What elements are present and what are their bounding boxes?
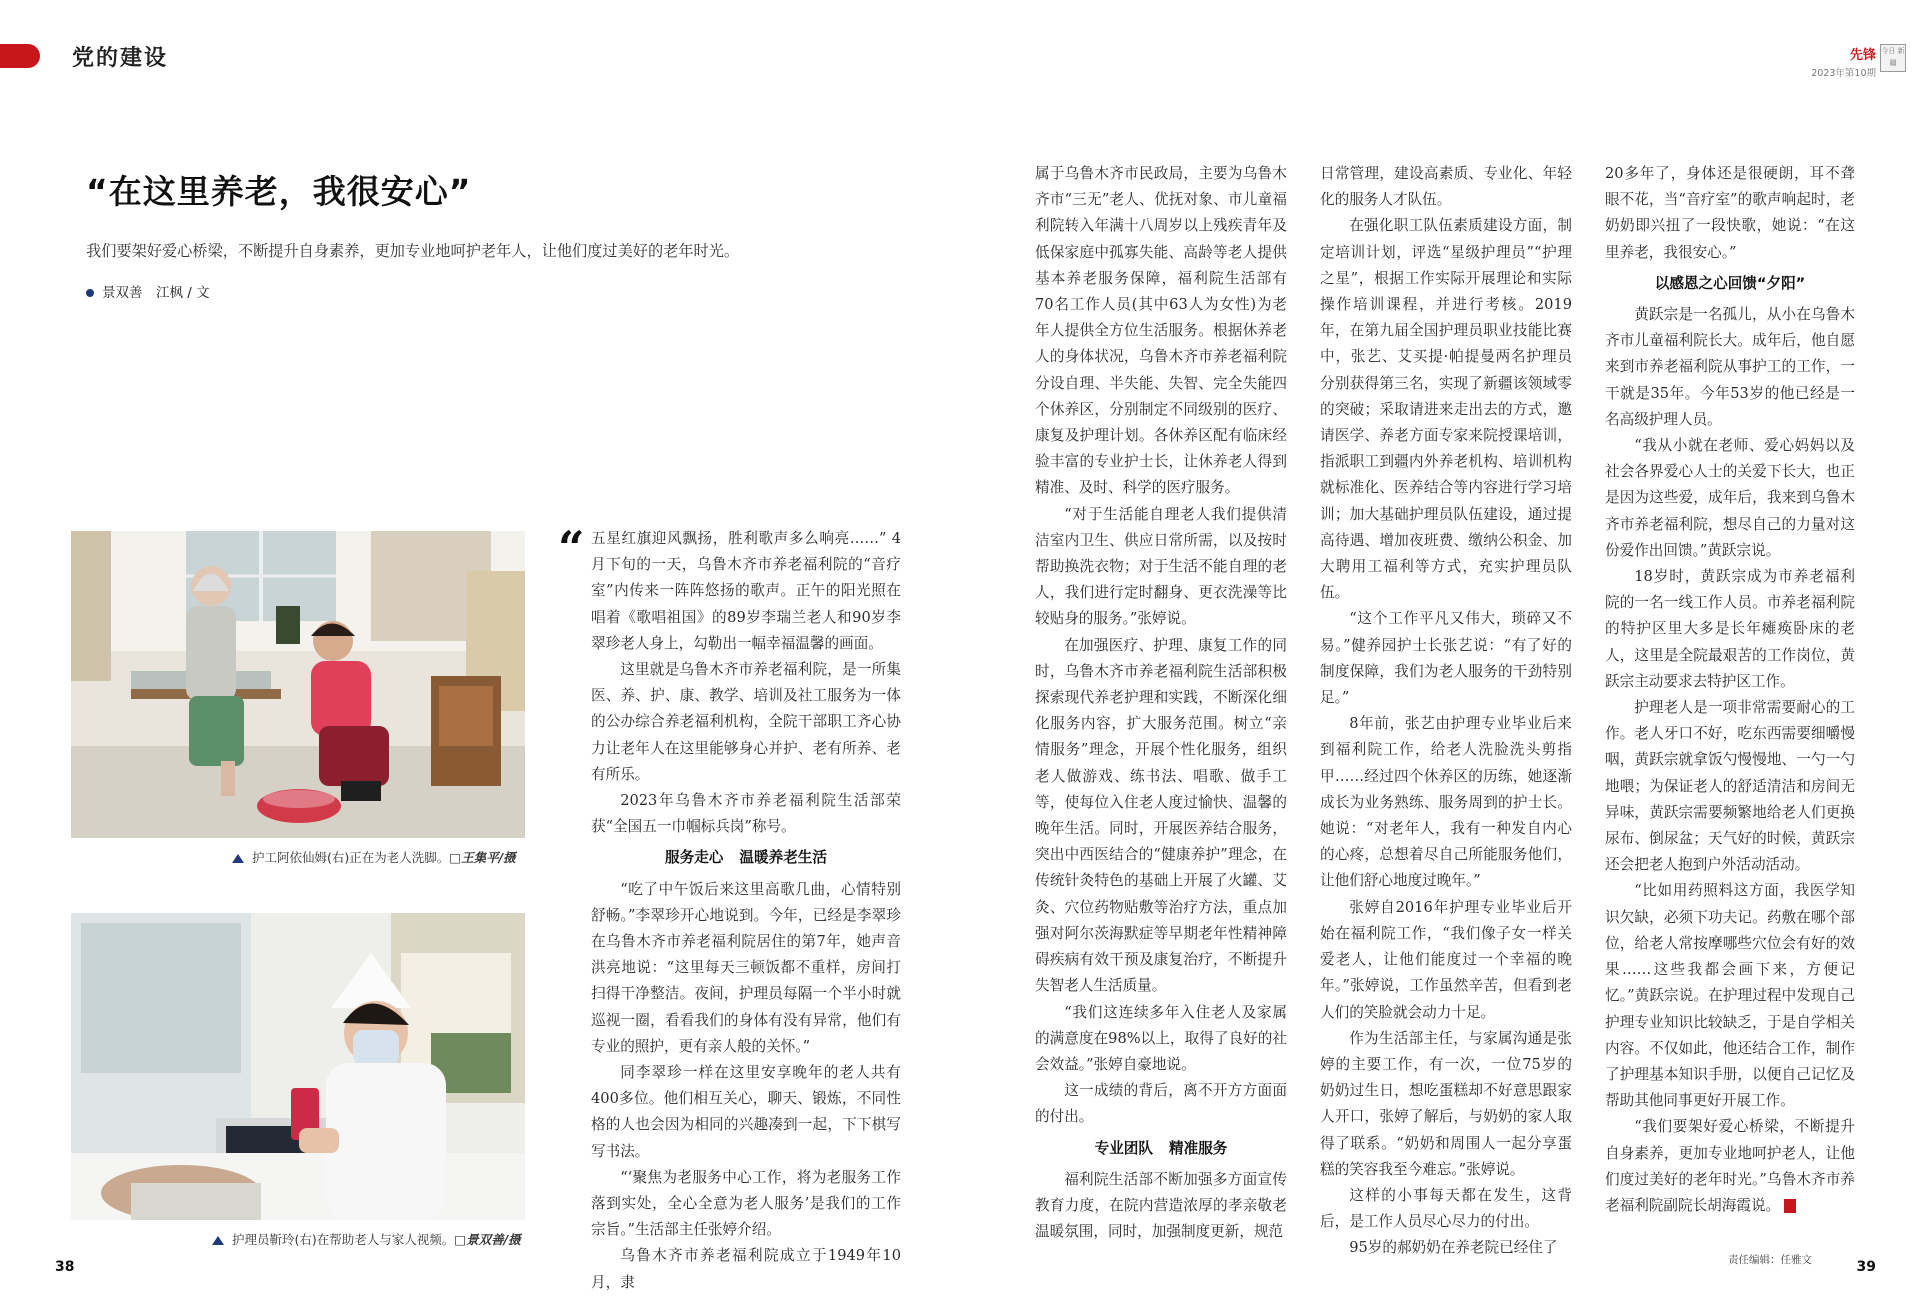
section-tab-marker: [0, 44, 40, 68]
paragraph: 护理老人是一项非常需要耐心的工作。老人牙口不好，吃东西需要细嚼慢咽，黄跃宗就拿饭勺慢慢地、一勺一勺地喂；为保证老人的舒适清洁和房间无异味，黄跃宗需要频繁地给老人们更换尿布、倒尿盆；天气好的时候，黄跃宗还会把老人抱到户外活动活动。: [1605, 699, 1855, 874]
section-name: 党的建设: [72, 45, 169, 71]
photo1-caption-text: 护工阿依仙姆(右)正在为老人洗脚。: [252, 850, 450, 865]
column-1: [591, 526, 901, 1296]
subheading-2a: 专业团队: [1094, 1139, 1153, 1157]
subheading-1: [591, 845, 901, 871]
page-number-left: 38: [55, 1259, 75, 1275]
photo2-credit: □景双善/摄: [454, 1232, 521, 1247]
paragraph: “吃了中午饭后来这里高歌几曲，心情特别舒畅。”李翠珍开心地说到。今年，已经是李翠珍在乌鲁木齐市养老福利院居住的第7年，她声音洪亮地说：“这里每天三顿饭都不重样，房间打扫得干净整洁。夜间，护理员每隔一个半小时就巡视一圈，看看我们的身体有没有异常，他们有专业的照护，更有亲人般的关怀。”: [591, 880, 901, 1055]
photo1-caption: [232, 848, 516, 866]
photo-foot-washing: [71, 531, 525, 838]
paragraph: “我从小就在老师、爱心妈妈以及社会各界爱心人士的关爱下长大，也正是因为这些爱，成年后，我来到乌鲁木齐市养老福利院，想尽自己的力量对这份爱作出回馈。”黄跃宗说。: [1605, 437, 1855, 559]
brand-box: 今日 新疆: [1880, 44, 1906, 72]
paragraph: 在加强医疗、护理、康复工作的同时，乌鲁木齐市养老福利院生活部积极探索现代养老护理和实践，不断深化细化服务内容，扩大服务范围。树立“亲情服务”理念，开展个性化服务，组织老人做游戏、练书法、唱歌、做手工等，使每位入住老人度过愉快、温馨的晚年生活。同时，开展医养结合服务，突出中西医结合的“健康养护”理念，在传统针灸特色的基础上开展了火罐、艾灸、穴位药物贴敷等治疗方法，重点加强对阿尔茨海默症等早期老年性精神障碍疾病有效干预及康复治疗，不断提升失智老人生活质量。: [1035, 636, 1287, 995]
caption-triangle-icon: [212, 1236, 224, 1245]
final-paragraph-text: “我们要架好爱心桥梁，不断提升自身素养，更加专业地呵护老人，让他们度过美好的老年时光。”乌鲁木齐市养老福利院副院长胡海霞说。: [1605, 1118, 1855, 1214]
paragraph: 同李翠珍一样在这里安享晚年的老人共有400多位。他们相互关心，聊天、锻炼，不同性格的人也会因为相同的兴趣凑到一起，下下棋写写书法。: [591, 1064, 901, 1160]
issue-number: 2023年第10期: [1811, 68, 1876, 79]
subheading-2b: 精准服务: [1169, 1139, 1228, 1157]
paragraph: 20多年了，身体还是很硬朗，耳不聋眼不花，当“音疗室”的歌声响起时，老奶奶即兴扭了一段快歌，她说：“在这里养老，我很安心。”: [1605, 165, 1855, 261]
page-number-right: 39: [1856, 1259, 1876, 1275]
byline-dot-icon: [86, 289, 94, 297]
paragraph: 这里就是乌鲁木齐市养老福利院，是一所集医、养、护、康、教学、培训及社工服务为一体的公办综合养老福利机构，全院干部职工齐心协力让老年人在这里能够身心并护、老有所养、老有所乐。: [591, 661, 901, 783]
quote-mark-icon: “: [558, 521, 585, 575]
paragraph: 黄跃宗是一名孤儿，从小在乌鲁木齐市儿童福利院长大。成年后，他自愿来到市养老福利院从事护工的工作，一干就是35年。今年53岁的他已经是一名高级护理人员。: [1605, 306, 1855, 428]
paragraph: 属于乌鲁木齐市民政局，主要为乌鲁木齐市“三无”老人、优抚对象、市儿童福利院转入年满十八周岁以上残疾青年及低保家庭中孤寡失能、高龄等老人提供基本养老服务保障，福利院生活部有70名工作人员(其中63人为女性)为老年人提供全方位生活服务。根据休养老人的身体状况，乌鲁木齐市养老福利院分设自理、半失能、失智、完全失能四个休养区，分别制定不同级别的医疗、康复及护理计划。各休养区配有临床经验丰富的专业护士长，让休养老人得到精准、及时、科学的医疗服务。: [1035, 165, 1287, 497]
paragraph: [1605, 1114, 1855, 1219]
paragraph: 95岁的郝奶奶在养老院已经住了: [1349, 1239, 1558, 1257]
paragraph: 福利院生活部不断加强多方面宣传教育力度，在院内营造浓厚的孝亲敬老温暖氛围，同时，加强制度更新，规范: [1035, 1170, 1287, 1241]
byline: [86, 281, 210, 301]
article-deck: 我们要架好爱心桥梁，不断提升自身素养，更加专业地呵护老年人，让他们度过美好的老年时光。: [86, 242, 740, 260]
paragraph: “对于生活能自理老人我们提供清洁室内卫生、供应日常所需，以及按时帮助换洗衣物；对于生活不能自理的老人，我们进行定时翻身、更衣洗澡等比较贴身的服务。”张婷说。: [1035, 505, 1287, 628]
paragraph: 2023年乌鲁木齐市养老福利院生活部荣获“全国五一巾帼标兵岗”称号。: [591, 792, 901, 836]
photo-foot-washing-image: [71, 531, 525, 838]
photo-video-call: [71, 913, 525, 1220]
paragraph: 在强化职工队伍素质建设方面，制定培训计划，评选“星级护理员”“护理之星”，根据工作实际开展理论和实际操作培训课程，并进行考核。2019年，在第九届全国护理员职业技能比赛中，张艺、艾买提·帕提曼两名护理员分别获得第三名，实现了新疆该领域零的突破；采取请进来走出去的方式，邀请医学、养老方面专家来院授课培训，指派职工到疆内外养老机构、培训机构就标准化、医养结合等内容进行学习培训；加大基础护理员队伍建设，通过提高待遇、增加夜班费、缴纳公积金、加大聘用工福利等方式，充实护理员队伍。: [1320, 217, 1572, 602]
paragraph: “我们这连续多年入住老人及家属的满意度在98%以上，取得了良好的社会效益。”张婷自豪地说。: [1035, 1003, 1287, 1073]
photo2-caption-text: 护理员靳玲(右)在帮助老人与家人视频。: [232, 1232, 455, 1247]
editor-credit: 责任编辑：任雅文: [1728, 1254, 1812, 1266]
paragraph: “‘聚焦为老服务中心工作，将为老服务工作落到实处，全心全意为老人服务’是我们的工作宗旨。”生活部主任张婷介绍。: [591, 1168, 901, 1239]
article-title: “在这里养老，我很安心”: [86, 172, 472, 211]
photo1-credit: □王集平/摄: [449, 850, 516, 865]
subheading-3: 以感恩之心回馈“夕阳”: [1654, 274, 1806, 292]
photo2-caption: [212, 1230, 521, 1248]
subheading-1a: 服务走心: [665, 849, 724, 867]
subheading-2: [1035, 1136, 1287, 1162]
column-2: [1035, 161, 1287, 1245]
byline-text: 景双善 江枫 / 文: [102, 285, 210, 301]
paragraph: 张婷自2016年护理专业毕业后开始在福利院工作，“我们像子女一样关爱老人，让他们能度过一个幸福的晚年。”张婷说，工作虽然辛苦，但看到老人们的笑脸就会动力十足。: [1320, 898, 1572, 1021]
paragraph: 日常管理，建设高素质、专业化、年轻化的服务人才队伍。: [1320, 165, 1572, 209]
paragraph: 乌鲁木齐市养老福利院成立于1949年10月，隶: [591, 1247, 901, 1291]
end-mark-icon: J: [1784, 1199, 1796, 1213]
paragraph: “这个工作平凡又伟大，琐碎又不易。”健养园护士长张艺说：“有了好的制度保障，我们为老人服务的干劲特别足。”: [1320, 610, 1572, 707]
magazine-brand: [1811, 44, 1905, 79]
column-4: [1605, 161, 1855, 1219]
column-3: [1320, 161, 1572, 1262]
paragraph: 18岁时，黄跃宗成为市养老福利院的一名一线工作人员。市养老福利院的特护区里大多是长年瘫痪卧床的老人，这里是全院最艰苦的工作岗位，黄跃宗主动要求去特护区工作。: [1605, 568, 1855, 690]
paragraph: “比如用药照料这方面，我医学知识欠缺，必须下功夫记。药敷在哪个部位，给老人常按摩哪些穴位会有好的效果……这些我都会画下来，方便记忆。”黄跃宗说。在护理过程中发现自己护理专业知识比较缺乏，于是自学相关内容。不仅如此，他还结合工作，制作了护理基本知识手册，以便自己记忆及帮助其他同事更好开展工作。: [1605, 882, 1855, 1110]
brand-name: 先锋: [1849, 48, 1876, 63]
paragraph: 这样的小事每天都在发生，这背后，是工作人员尽心尽力的付出。: [1320, 1186, 1572, 1231]
caption-triangle-icon: [232, 854, 244, 863]
paragraph: 这一成绩的背后，离不开方方面面的付出。: [1035, 1082, 1287, 1126]
paragraph: 8年前，张艺由护理专业毕业后来到福利院工作，给老人洗脸洗头剪指甲……经过四个休养区的历练，她逐渐成长为业务熟练、服务周到的护士长。她说：“对老年人，我有一种发自内心的心疼，总想着尽自己所能服务他们，让他们舒心地度过晚年。”: [1320, 715, 1572, 890]
paragraph: 作为生活部主任，与家属沟通是张婷的主要工作，有一次，一位75岁的奶奶过生日，想吃蛋糕却不好意思跟家人开口，张婷了解后，与奶奶的家人取得了联系。“奶奶和周围人一起分享蛋糕的笑容我至今难忘。”张婷说。: [1320, 1029, 1572, 1178]
intro-paragraph: 五星红旗迎风飘扬，胜利歌声多么响亮……” 4月下旬的一天，乌鲁木齐市养老福利院的“音疗室”内传来一阵阵悠扬的歌声。正午的阳光照在唱着《歌唱祖国》的89岁李瑞兰老人和90岁李翠珍老人身上，勾勒出一幅幸福温馨的画面。: [591, 530, 901, 652]
photo-video-call-image: [71, 913, 525, 1220]
subheading-1b: 温暖养老生活: [739, 849, 827, 867]
